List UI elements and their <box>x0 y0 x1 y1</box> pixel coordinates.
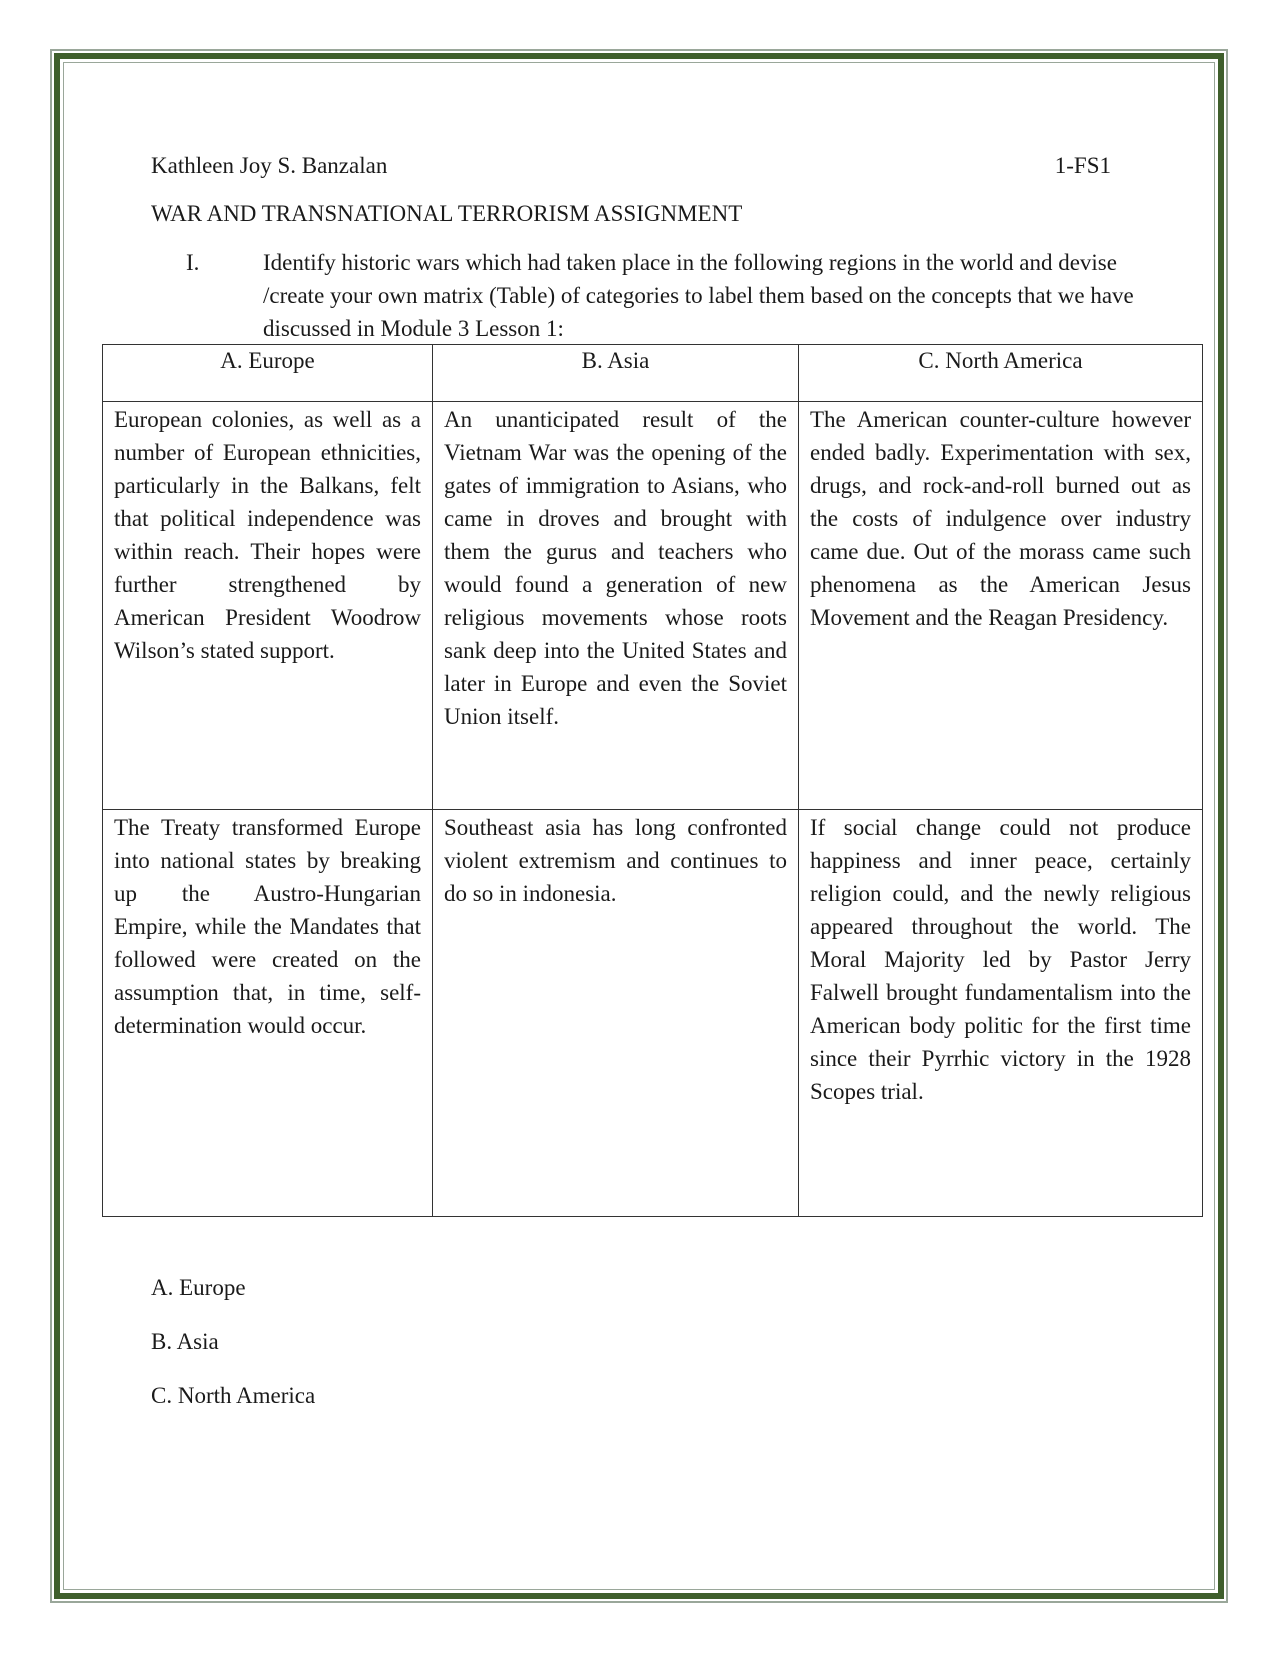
war-matrix-table <box>102 344 1203 1217</box>
table-header-row <box>103 345 1203 402</box>
table-cell-north-america: The American counter-culture however ended badly. Experimentation with sex, drugs, and rock-and-roll burned out as the costs of indulgence over industry came due. Out of the morass came such phenomena as the American Jesus Movement and the Reagan Presidency. <box>799 402 1203 810</box>
region-list <box>151 1272 315 1434</box>
instruction-numeral: I. <box>186 250 200 275</box>
table-row <box>103 402 1203 810</box>
table-cell-europe: The Treaty transformed Europe into national states by breaking up the Austro-Hungarian Empire, while the Mandates that followed were created on the assumption that, in time, self-determination would occur. <box>103 810 433 1217</box>
table-row <box>103 810 1203 1217</box>
table-cell-europe: European colonies, as well as a number of European ethnicities, particularly in the Balkans, felt that political independence was within reach. Their hopes were further strengthened by American President Woodrow Wilson’s stated support. <box>103 402 433 810</box>
section-code: 1-FS1 <box>1054 153 1111 178</box>
list-item: C. North America <box>151 1383 316 1408</box>
student-name: Kathleen Joy S. Banzalan <box>151 153 388 178</box>
list-item: A. Europe <box>151 1275 246 1300</box>
table-cell-north-america: If social change could not produce happiness and inner peace, certainly religion could, and the newly religious appeared throughout the world. The Moral Majority led by Pastor Jerry Falwell brought fundamentalism into the American body politic for the first time since their Pyrrhic victory in the 1928 Scopes trial. <box>799 810 1203 1217</box>
table-cell-asia: Southeast asia has long confronted violent extremism and continues to do so in indonesia. <box>433 810 799 1217</box>
column-header-north-america: C. North America <box>799 345 1203 402</box>
column-header-europe: A. Europe <box>103 345 433 402</box>
instruction-text: Identify historic wars which had taken place in the following regions in the world and devise /create your own matrix (Table) of categories to label them based on the concepts that we have discussed in Module 3 Lesson 1: <box>263 250 1134 341</box>
table-cell-asia: An unanticipated result of the Vietnam War was the opening of the gates of immigration to Asians, who came in droves and brought with them the gurus and teachers who would found a generation of new religious movements whose roots sank deep into the United States and later in Europe and even the Soviet Union itself. <box>433 402 799 810</box>
assignment-title: WAR AND TRANSNATIONAL TERRORISM ASSIGNMENT <box>151 201 743 226</box>
column-header-asia: B. Asia <box>433 345 799 402</box>
list-item: B. Asia <box>151 1329 219 1354</box>
